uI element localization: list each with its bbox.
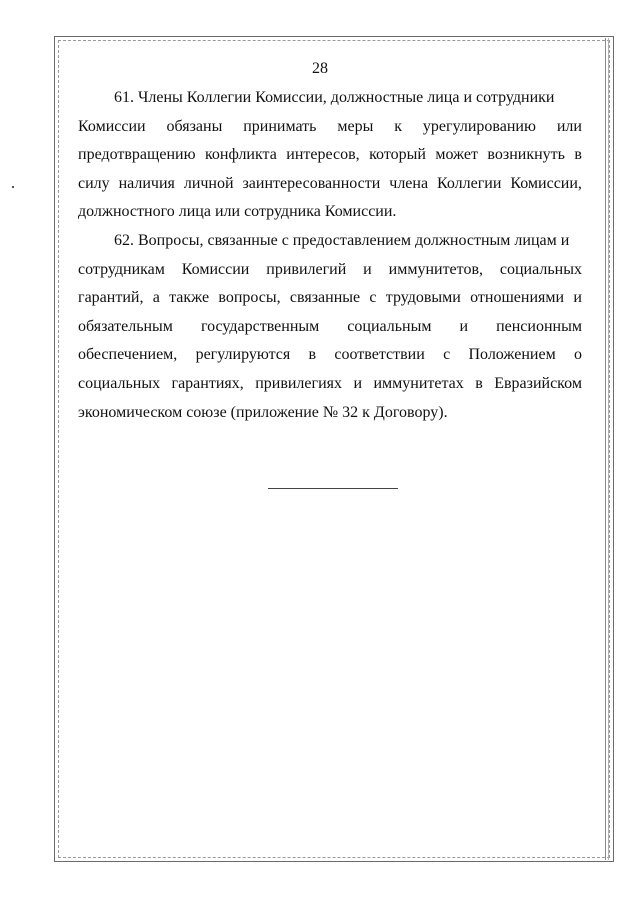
word: Комиссии <box>181 260 250 278</box>
text-line <box>78 284 582 313</box>
word: социальным <box>347 317 432 335</box>
word: социальных <box>499 260 582 278</box>
word: гарантиях, <box>171 374 244 392</box>
word: сотрудникам <box>78 260 165 278</box>
word: к <box>394 117 403 135</box>
word: с <box>443 346 451 364</box>
word: и <box>459 317 469 335</box>
word: вопросы, <box>218 289 281 307</box>
word: иммунитетах <box>373 374 464 392</box>
text-line <box>78 341 582 370</box>
page-number: 28 <box>312 60 328 77</box>
word: соответствии <box>334 346 425 364</box>
word: члена <box>389 174 429 192</box>
word: а <box>152 289 160 307</box>
word: принимать <box>243 117 317 135</box>
word: предотвращению <box>78 146 196 164</box>
word: интересов, <box>286 146 360 164</box>
text-line: должностного лица или сотрудника Комиссии. <box>78 203 397 221</box>
word: Комиссии <box>78 117 146 135</box>
word: и <box>573 289 582 307</box>
word: пенсионным <box>496 317 582 335</box>
word: и <box>363 260 372 278</box>
word: отношениями <box>470 289 565 307</box>
word: привилегий <box>266 260 347 278</box>
word: гарантий, <box>78 289 144 307</box>
word: также <box>169 289 210 307</box>
document-body <box>78 84 582 427</box>
word: конфликта <box>204 146 277 164</box>
word: может <box>435 146 478 164</box>
word: меры <box>337 117 374 135</box>
word: регулируются <box>195 346 291 364</box>
text-line <box>78 256 582 285</box>
word: личной <box>183 174 234 192</box>
word: связанные <box>289 289 361 307</box>
word: Коллегии <box>436 174 502 192</box>
word: привилегиях <box>255 374 342 392</box>
word: в <box>475 374 483 392</box>
word: Положением <box>468 346 556 364</box>
word: обязаны <box>166 117 223 135</box>
word: силу <box>78 174 110 192</box>
text-line <box>78 113 582 142</box>
word: заинтересованности <box>242 174 381 192</box>
word: урегулированию <box>422 117 536 135</box>
text-line: экономическом союзе (приложение № 32 к Договору). <box>78 403 448 421</box>
text-line <box>78 141 582 170</box>
scan-mark <box>12 186 14 188</box>
word: в <box>308 346 317 364</box>
word: или <box>556 117 582 135</box>
word: иммунитетов, <box>388 260 483 278</box>
word: Комиссии, <box>510 174 582 192</box>
word: трудовыми <box>385 289 461 307</box>
word: обязательным <box>78 317 173 335</box>
word: социальных <box>78 374 161 392</box>
word: наличия <box>118 174 175 192</box>
word: который <box>369 146 426 164</box>
text-line <box>78 370 582 399</box>
word: возникнуть <box>487 146 565 164</box>
word: в <box>574 146 582 164</box>
text-line <box>78 170 582 199</box>
paragraph-62 <box>78 227 582 427</box>
word: и <box>353 374 362 392</box>
text-line: 62. Вопросы, связанные с предоставлением должностным лицам и <box>114 231 570 249</box>
word: государственным <box>200 317 320 335</box>
word: обеспечением, <box>78 346 178 364</box>
word: с <box>369 289 377 307</box>
page-border-right <box>605 38 609 860</box>
text-line: 61. Члены Коллегии Комиссии, должностные лица и сотрудники <box>114 89 555 106</box>
word: о <box>573 346 582 364</box>
paragraph-61 <box>78 84 582 227</box>
text-line <box>78 313 582 342</box>
word: Евразийском <box>494 374 582 392</box>
separator-line <box>268 488 398 489</box>
